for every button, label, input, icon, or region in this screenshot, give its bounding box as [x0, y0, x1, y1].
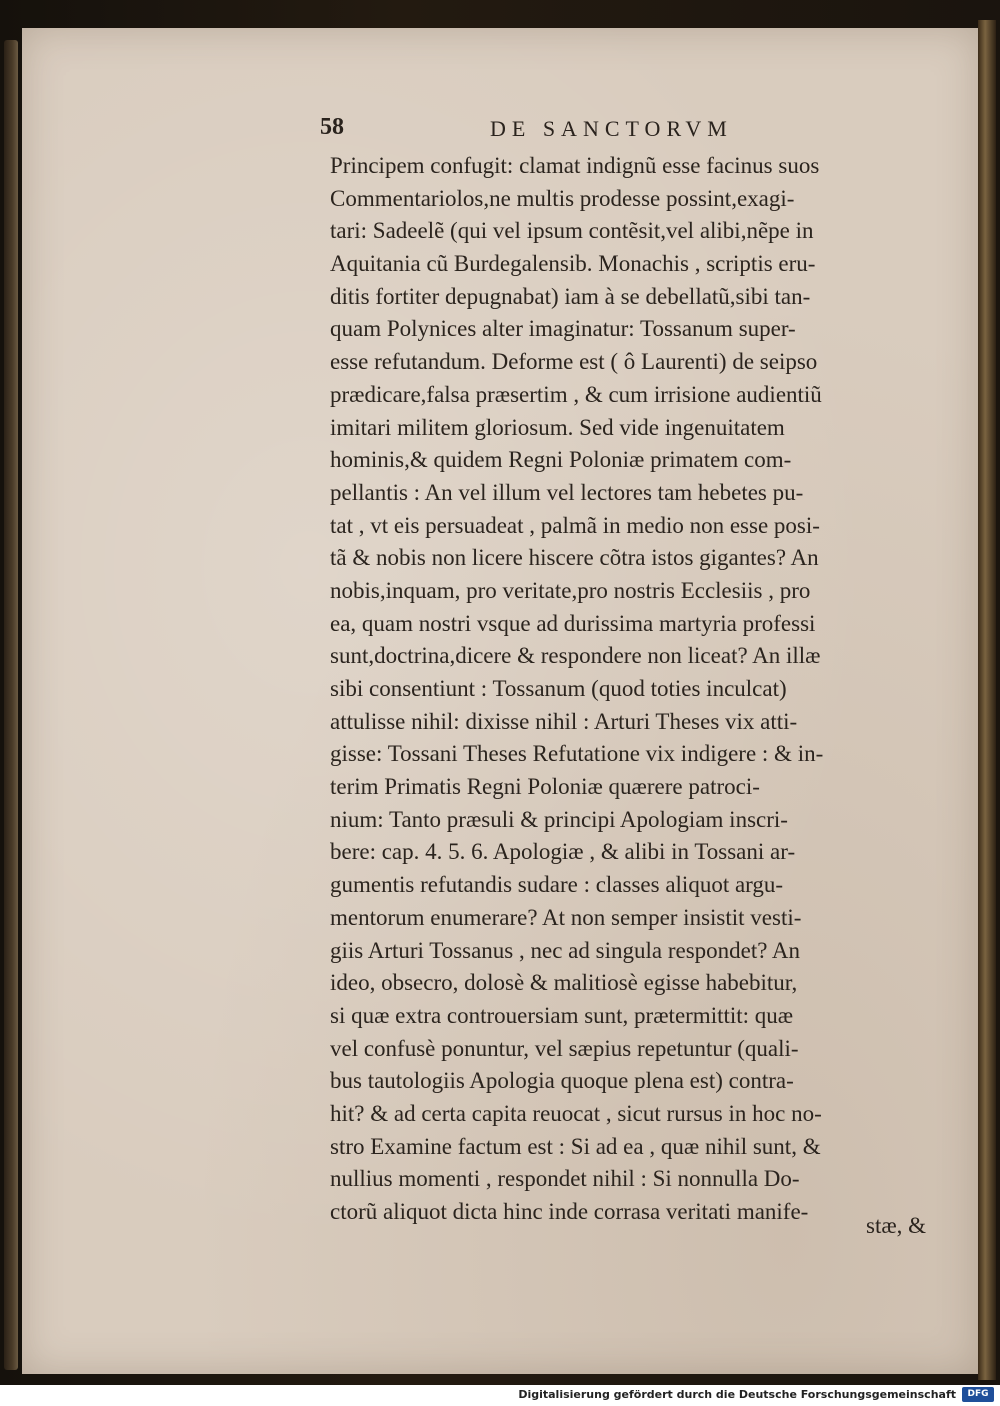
text-line: Commentariolos,ne multis prodesse possint,exagi- — [330, 185, 795, 211]
text-line: tã & nobis non licere hiscere cõtra istos gigantes? An — [330, 545, 819, 571]
page-text-body — [330, 150, 950, 1229]
text-line: hominis,& quidem Regni Poloniæ primatem com- — [330, 447, 792, 473]
text-line: gumentis refutandis sudare : classes aliquot argu- — [330, 872, 784, 898]
text-line: Aquitania cũ Burdegalensib. Monachis , scriptis eru- — [330, 251, 816, 277]
text-line: gisse: Tossani Theses Refutatione vix indigere : & in- — [330, 741, 824, 767]
text-line: attulisse nihil: dixisse nihil : Arturi Theses vix atti- — [330, 708, 798, 734]
text-line: Principem confugit: clamat indignũ esse facinus suos — [330, 153, 820, 178]
text-line: esse refutandum. Deforme est ( ô Laurenti) de seipso — [330, 349, 818, 375]
text-line: tari: Sadeelẽ (qui vel ipsum contẽsit,vel alibi,nẽpe in — [330, 218, 814, 244]
text-line: ctorũ aliquot dicta hinc inde corrasa veritati manife- — [330, 1199, 809, 1224]
text-line: ea, quam nostri vsque ad durissima martyria professi — [330, 610, 816, 636]
dfg-logo[interactable]: DFG — [962, 1387, 994, 1402]
text-line: ditis fortiter depugnabat) iam à se debellatũ,sibi tan- — [330, 283, 811, 309]
catchword: stæ, & — [866, 1213, 927, 1238]
text-line: quam Polynices alter imaginatur: Tossanum super- — [330, 316, 796, 342]
text-line: vel confusè ponuntur, vel sæpius repetuntur (quali- — [330, 1035, 799, 1061]
book-fore-edge — [978, 20, 996, 1380]
text-line: nium: Tanto præsuli & principi Apologiam inscri- — [330, 806, 788, 832]
text-line: tat , vt eis persuadeat , palmã in medio non esse posi- — [330, 512, 820, 538]
running-head — [320, 114, 960, 148]
text-line: bere: cap. 4. 5. 6. Apologiæ , & alibi in Tossani ar- — [330, 839, 796, 865]
text-line: stro Examine factum est : Si ad ea , quæ nihil sunt, & — [330, 1133, 821, 1159]
text-line: mentorum enumerare? At non semper insistit vesti- — [330, 904, 802, 930]
book-binding-edge — [4, 40, 18, 1370]
text-line: ideo, obsecro, dolosè & malitiosè egisse habebitur, — [330, 970, 798, 996]
footer-bar — [0, 1385, 1000, 1406]
text-line: giis Arturi Tossanus , nec ad singula respondet? An — [330, 937, 801, 963]
text-line: terim Primatis Regni Poloniæ quærere patroci- — [330, 774, 760, 800]
text-line: imitari militem gloriosum. Sed vide ingenuitatem — [330, 414, 785, 440]
text-line: bus tautologiis Apologia quoque plena est) contra- — [330, 1068, 794, 1094]
text-line: si quæ extra controuersiam sunt, prætermittit: quæ — [330, 1002, 794, 1028]
page-number: 58 — [320, 114, 344, 140]
running-head-title: DE SANCTORVM — [490, 116, 733, 141]
text-line: prædicare,falsa præsertim , & cum irrisione audientiũ — [330, 381, 822, 407]
text-line: nullius momenti , respondet nihil : Si nonnulla Do- — [330, 1166, 800, 1192]
digitization-credit: Digitalisierung gefördert durch die Deutsche Forschungsgemeinschaft — [518, 1388, 956, 1401]
text-line: sunt,doctrina,dicere & respondere non liceat? An illæ — [330, 643, 821, 669]
text-line: nobis,inquam, pro veritate,pro nostris Ecclesiis , pro — [330, 577, 811, 603]
text-line: sibi consentiunt : Tossanum (quod toties inculcat) — [330, 676, 787, 701]
text-line: hit? & ad certa capita reuocat , sicut rursus in hoc no- — [330, 1100, 822, 1126]
text-line: pellantis : An vel illum vel lectores tam hebetes pu- — [330, 479, 804, 505]
